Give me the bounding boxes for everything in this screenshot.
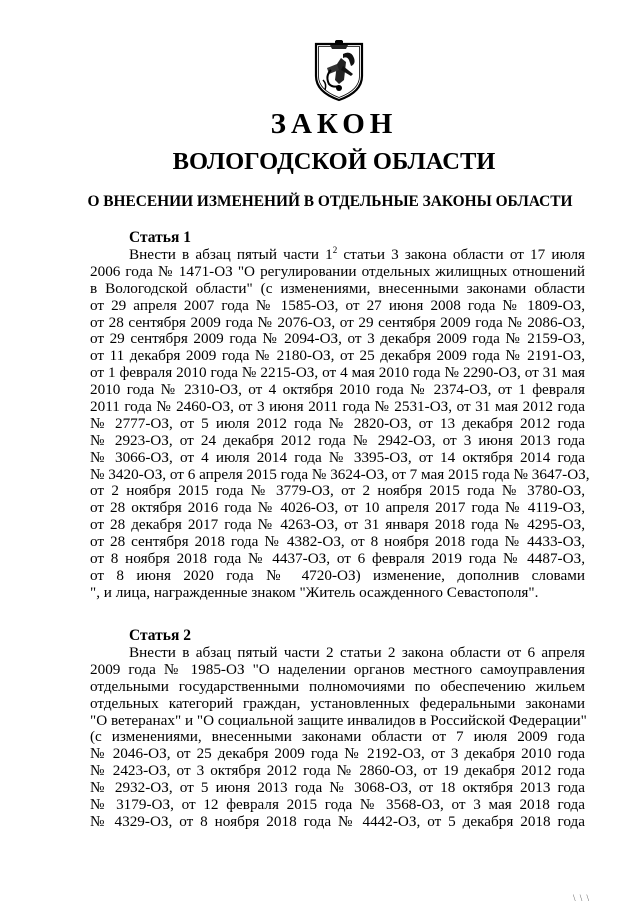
text-line: № 2923-ОЗ, от 24 декабря 2012 года № 2942-ОЗ, от 3 июня 2013 года xyxy=(90,431,585,449)
text-line: от 28 октября 2016 года № 4026-ОЗ, от 10 апреля 2017 года № 4119-ОЗ, xyxy=(90,499,585,517)
text-line: 2010 года № 2310-ОЗ, от 4 октября 2010 года № 2374-ОЗ, от 1 февраля xyxy=(90,381,585,399)
text-line: от 28 сентября 2009 года № 2076-ОЗ, от 29 сентября 2009 года № 2086-ОЗ, xyxy=(90,313,585,331)
text-line: № 2423-ОЗ, от 3 октября 2012 года № 2860-ОЗ, от 19 декабря 2012 года xyxy=(90,762,585,780)
text-line: отдельных категорий граждан, установленных федеральными законами xyxy=(90,694,585,712)
text-line: Внести в абзац пятый части $1^2$ статьи 3 закона области от 17 июля xyxy=(129,244,586,263)
superscript: 2 xyxy=(332,244,338,255)
text-line: Внести в абзац пятый части 2 статьи 2 закона области от 6 апреля xyxy=(129,644,585,661)
text-line: от 28 декабря 2017 года № 4263-ОЗ, от 31 января 2018 года № 4295-ОЗ, xyxy=(90,516,585,534)
text-line: ", и лица, награжденные знаком "Житель осажденного Севастополя". xyxy=(90,583,539,601)
article-1-heading: Статья 1 xyxy=(129,229,191,246)
article-1-text xyxy=(90,244,590,602)
text-line: отдельными государственными полномочиями по обеспечению жильем xyxy=(90,677,585,695)
text-line: от 28 сентября 2018 года № 4382-ОЗ, от 8 ноября 2018 года № 4433-ОЗ, xyxy=(90,533,585,551)
text-line: в Вологодской области" (с изменениями, внесенными законами области xyxy=(90,279,585,297)
text-line: от 1 февраля 2010 года № 2215-ОЗ, от 4 мая 2010 года № 2290-ОЗ, от 31 мая xyxy=(90,364,585,382)
article-2-heading: Статья 2 xyxy=(129,627,191,644)
text-line: № 4329-ОЗ, от 8 ноября 2018 года № 4442-ОЗ, от 5 декабря 2018 года xyxy=(90,812,585,830)
law-subject: О ВНЕСЕНИИ ИЗМЕНЕНИЙ В ОТДЕЛЬНЫЕ ЗАКОНЫ ОБЛАСТИ xyxy=(87,193,573,210)
text-line: № 3420-ОЗ, от 6 апреля 2015 года № 3624-ОЗ, от 7 мая 2015 года № 3647-ОЗ, xyxy=(90,465,590,483)
text-line: 2009 года № 1985-ОЗ "О наделении органов местного самоуправления xyxy=(90,660,585,678)
text-line: от 29 сентября 2009 года № 2094-ОЗ, от 3 декабря 2009 года № 2159-ОЗ, xyxy=(90,330,585,348)
text-line: от 8 ноября 2018 года № 4437-ОЗ, от 6 февраля 2019 года № 4487-ОЗ, xyxy=(90,550,585,568)
text-line: от 11 декабря 2009 года № 2180-ОЗ, от 25 декабря 2009 года № 2191-ОЗ, xyxy=(90,347,585,365)
text-line: от 2 ноября 2015 года № 3779-ОЗ, от 2 ноября 2015 года № 3780-ОЗ, xyxy=(90,482,585,500)
text-line: 2006 года № 1471-ОЗ "О регулировании отдельных жилищных отношений xyxy=(90,262,585,280)
article-2-text xyxy=(90,645,585,831)
page-mark: \ \ \ xyxy=(573,893,591,903)
vologda-coat-of-arms-icon xyxy=(313,40,365,102)
region-title: ВОЛОГОДСКОЙ ОБЛАСТИ xyxy=(172,148,496,175)
text-line: от 29 апреля 2007 года № 1585-ОЗ, от 27 июня 2008 года № 1809-ОЗ, xyxy=(90,296,585,314)
text-line: № 2932-ОЗ, от 5 июня 2013 года № 3068-ОЗ, от 18 октября 2013 года xyxy=(90,779,585,797)
text-line: № 3179-ОЗ, от 12 февраля 2015 года № 3568-ОЗ, от 3 мая 2018 года xyxy=(90,796,585,814)
law-title: ЗАКОН xyxy=(270,108,398,140)
text-line: № 2777-ОЗ, от 5 июля 2012 года № 2820-ОЗ, от 13 декабря 2012 года xyxy=(90,414,585,432)
text-line: № 2046-ОЗ, от 25 декабря 2009 года № 2192-ОЗ, от 3 декабря 2010 года xyxy=(90,745,585,763)
text-line: № 3066-ОЗ, от 4 июля 2014 года № 3395-ОЗ, от 14 октября 2014 года xyxy=(90,448,585,466)
text-line: (с изменениями, внесенными законами области от 7 июля 2009 года xyxy=(90,728,585,746)
text-line: от 8 июня 2020 года № 4720-ОЗ) изменение, дополнив словами xyxy=(90,566,585,584)
text-line: 2011 года № 2460-ОЗ, от 3 июня 2011 года № 2531-ОЗ, от 31 мая 2012 года xyxy=(90,398,585,416)
text-line: "О ветеранах" и "О социальной защите инвалидов в Российской Федерации" xyxy=(90,711,587,729)
